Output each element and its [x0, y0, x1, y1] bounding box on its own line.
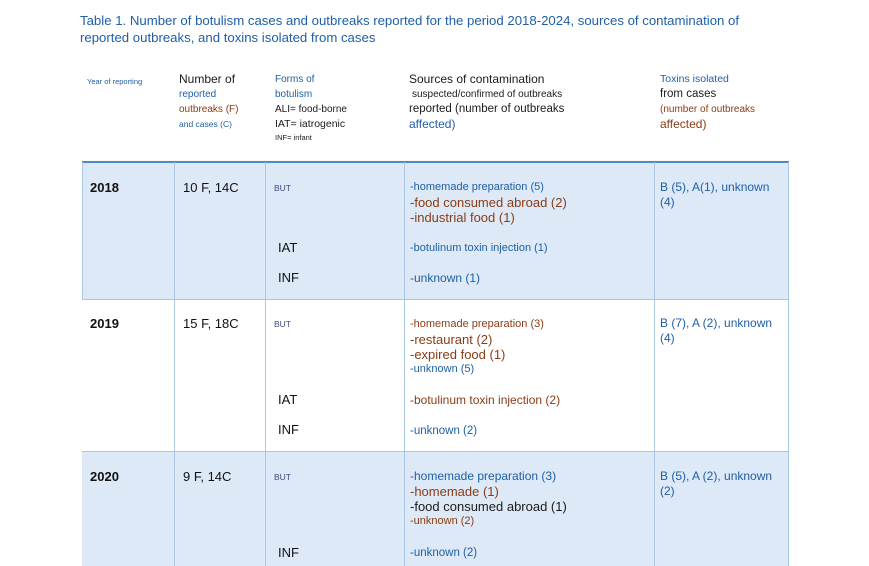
form-iat: IAT	[278, 240, 298, 255]
form-but: BUT	[274, 183, 291, 193]
column-divider	[174, 162, 175, 566]
source-item: -food consumed abroad (1)	[410, 499, 567, 514]
column-divider	[788, 162, 789, 566]
form-iat: IAT	[278, 392, 298, 407]
outbreaks-cases-cell: 10 F, 14C	[183, 180, 239, 195]
source-iat: -botulinum toxin injection (2)	[410, 393, 561, 407]
source-item: -food consumed abroad (2)	[410, 195, 567, 210]
toxins-cell: B (5), A (2), unknown (2)	[660, 469, 773, 498]
sources-but	[410, 317, 544, 377]
table-caption: Table 1. Number of botulism cases and outbreaks reported for the period 2018-2024, sources of contamination of reported outbreaks, and toxins isolated from cases	[80, 13, 740, 45]
source-item: -unknown (5)	[410, 363, 475, 375]
row-divider	[82, 299, 789, 300]
source-inf: -unknown (2)	[410, 425, 478, 437]
header-toxins: Toxins isolated from cases (number of outbreaks affected)	[660, 73, 756, 131]
year-cell: 2018	[90, 180, 119, 195]
form-inf: INF	[278, 545, 299, 560]
table-top-rule	[82, 161, 789, 163]
sources-but	[410, 469, 567, 529]
row-divider	[82, 451, 789, 452]
header-number: Number of reported outbreaks (F) and cases (C)	[179, 72, 239, 129]
header-year: Year of reporting	[87, 77, 143, 86]
form-but: BUT	[274, 472, 291, 482]
source-item: -industrial food (1)	[410, 210, 515, 225]
form-inf: INF	[278, 270, 299, 285]
outbreaks-cases-cell: 9 F, 14C	[183, 469, 232, 484]
source-inf: -unknown (2)	[410, 547, 478, 559]
header-sources: Sources of contamination suspected/confirmed of outbreaks reported (number of outbreaks affected)	[409, 72, 565, 131]
source-item: -unknown (2)	[410, 515, 475, 527]
source-item: -homemade preparation (3)	[410, 469, 557, 483]
source-item: -homemade preparation (3)	[410, 318, 544, 330]
source-iat: -botulinum toxin injection (1)	[410, 242, 548, 254]
year-cell: 2020	[90, 469, 119, 484]
source-item: -expired food (1)	[410, 347, 506, 362]
toxins-cell: B (5), A(1), unknown (4)	[660, 180, 770, 209]
toxins-cell: B (7), A (2), unknown (4)	[660, 316, 773, 345]
header-forms: Forms of botulism ALI= food-borne IAT= iatrogenic INF= infant	[275, 74, 347, 142]
source-item: -homemade (1)	[410, 484, 499, 499]
column-divider	[404, 162, 405, 566]
source-inf: -unknown (1)	[410, 271, 481, 285]
form-inf: INF	[278, 422, 299, 437]
column-divider	[265, 162, 266, 566]
source-item: -homemade preparation (5)	[410, 181, 544, 193]
form-but: BUT	[274, 319, 291, 329]
source-item: -restaurant (2)	[410, 332, 493, 347]
outbreaks-cases-cell: 15 F, 18C	[183, 316, 239, 331]
column-divider	[82, 162, 83, 299]
column-divider	[654, 162, 655, 566]
sources-but	[410, 180, 567, 225]
year-cell: 2019	[90, 316, 119, 331]
